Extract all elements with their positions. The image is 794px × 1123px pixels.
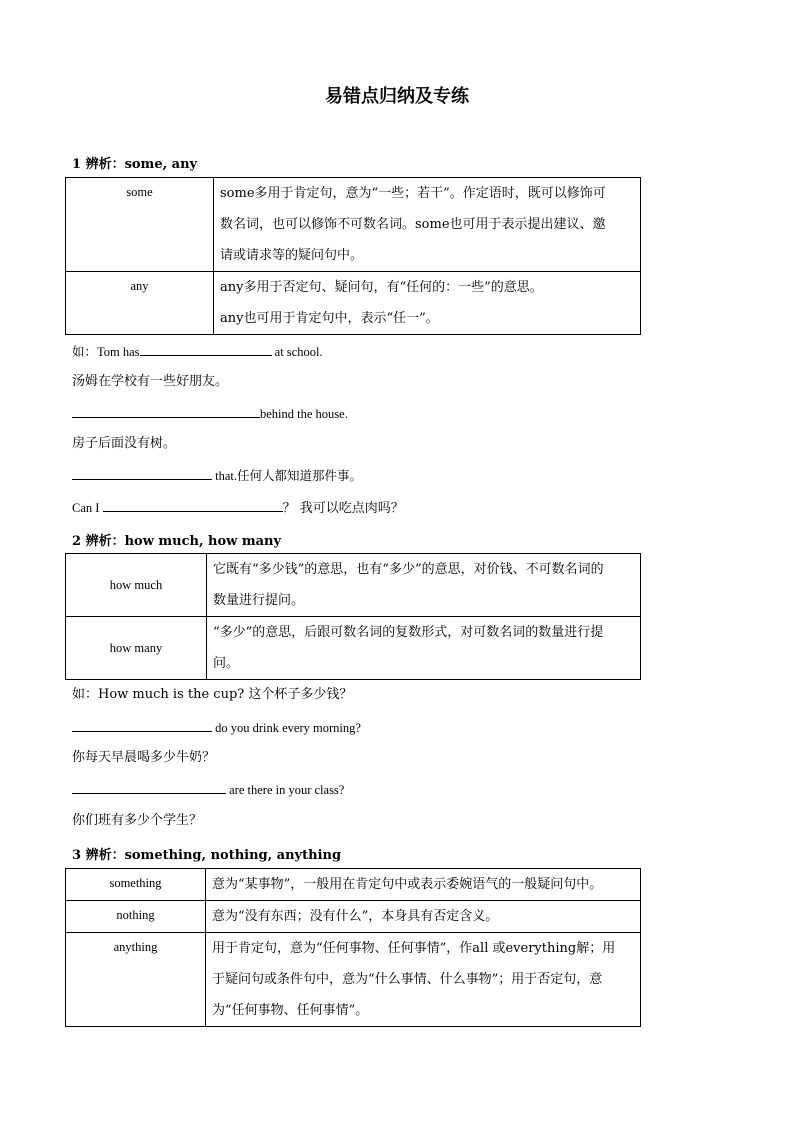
term-cell: nothing xyxy=(66,901,206,933)
definition-line: some多用于肯定句，意为“一些；若干”。作定语时，既可以修饰可 xyxy=(220,186,606,201)
definition-line: 问。 xyxy=(213,656,240,671)
section-heading: 2 辨析：how much, how many xyxy=(72,534,282,549)
definition-line: 数量进行提问。 xyxy=(213,593,305,608)
definition-cell xyxy=(214,178,641,272)
example-line: are there in your class? xyxy=(72,780,344,800)
answer-blank[interactable] xyxy=(72,404,260,418)
example-translation: 房子后面没有树。 xyxy=(72,436,177,451)
definition-line: 为“任何事物、任何事情”。 xyxy=(212,1003,369,1018)
table-row xyxy=(66,901,641,933)
example-line: 如：Tom has at school. xyxy=(72,342,323,362)
answer-blank[interactable] xyxy=(140,342,272,356)
table-row xyxy=(66,933,641,1027)
comparison-table xyxy=(65,553,641,680)
page-title: 易错点归纳及专练 xyxy=(325,86,469,107)
example-line: that.任何人都知道那件事。 xyxy=(72,466,362,486)
definition-cell xyxy=(207,554,641,617)
definition-line: 它既有“多少钱”的意思，也有“多少”的意思，对价钱、不可数名词的 xyxy=(213,562,604,577)
definition-line: 数名词，也可以修饰不可数名词。some也可用于表示提出建议、邀 xyxy=(220,217,606,232)
definition-line: 意为“某事物”，一般用在肯定句中或表示委婉语气的一般疑问句中。 xyxy=(212,877,603,892)
answer-blank[interactable] xyxy=(72,780,226,794)
answer-blank[interactable] xyxy=(103,498,283,512)
table-row xyxy=(66,869,641,901)
definition-line: 用于肯定句，意为“任何事物、任何事情”，作all 或everything解；用 xyxy=(212,941,616,956)
term-cell: how many xyxy=(66,617,207,680)
definition-line: any也可用于肯定句中，表示“任一”。 xyxy=(220,311,439,326)
example-line: Can I ？ 我可以吃点肉吗？ xyxy=(72,498,404,518)
definition-line: 请或请求等的疑问句中。 xyxy=(220,248,364,263)
definition-cell xyxy=(206,901,641,933)
example-line: do you drink every morning? xyxy=(72,718,361,738)
definition-line: any多用于否定句、疑问句，有“任何的：一些”的意思。 xyxy=(220,280,543,295)
table-row xyxy=(66,178,641,272)
comparison-table xyxy=(65,177,641,335)
comparison-table xyxy=(65,868,641,1027)
table-row xyxy=(66,554,641,617)
answer-blank[interactable] xyxy=(72,466,212,480)
definition-line: “多少”的意思，后跟可数名词的复数形式，对可数名词的数量进行提 xyxy=(213,625,604,640)
definition-cell xyxy=(214,272,641,335)
table-row xyxy=(66,272,641,335)
answer-blank[interactable] xyxy=(72,718,212,732)
term-cell: something xyxy=(66,869,206,901)
example-line: behind the house. xyxy=(72,404,348,424)
example-line: 如：How much is the cup? 这个杯子多少钱？ xyxy=(72,687,353,702)
example-translation: 汤姆在学校有一些好朋友。 xyxy=(72,374,229,389)
definition-cell xyxy=(207,617,641,680)
definition-line: 于疑问句或条件句中，意为“什么事情、什么事物”；用于否定句，意 xyxy=(212,972,603,987)
table-row xyxy=(66,617,641,680)
definition-cell xyxy=(206,869,641,901)
definition-line: 意为“没有东西；没有什么”，本身具有否定含义。 xyxy=(212,909,499,924)
term-cell: any xyxy=(66,272,214,335)
term-cell: anything xyxy=(66,933,206,1027)
term-cell: some xyxy=(66,178,214,272)
section-heading: 1 辨析：some, any xyxy=(72,157,198,172)
section-heading: 3 辨析：something, nothing, anything xyxy=(72,848,342,863)
example-translation: 你们班有多少个学生？ xyxy=(72,813,203,828)
term-cell: how much xyxy=(66,554,207,617)
definition-cell xyxy=(206,933,641,1027)
example-translation: 你每天早晨喝多少牛奶？ xyxy=(72,750,216,765)
